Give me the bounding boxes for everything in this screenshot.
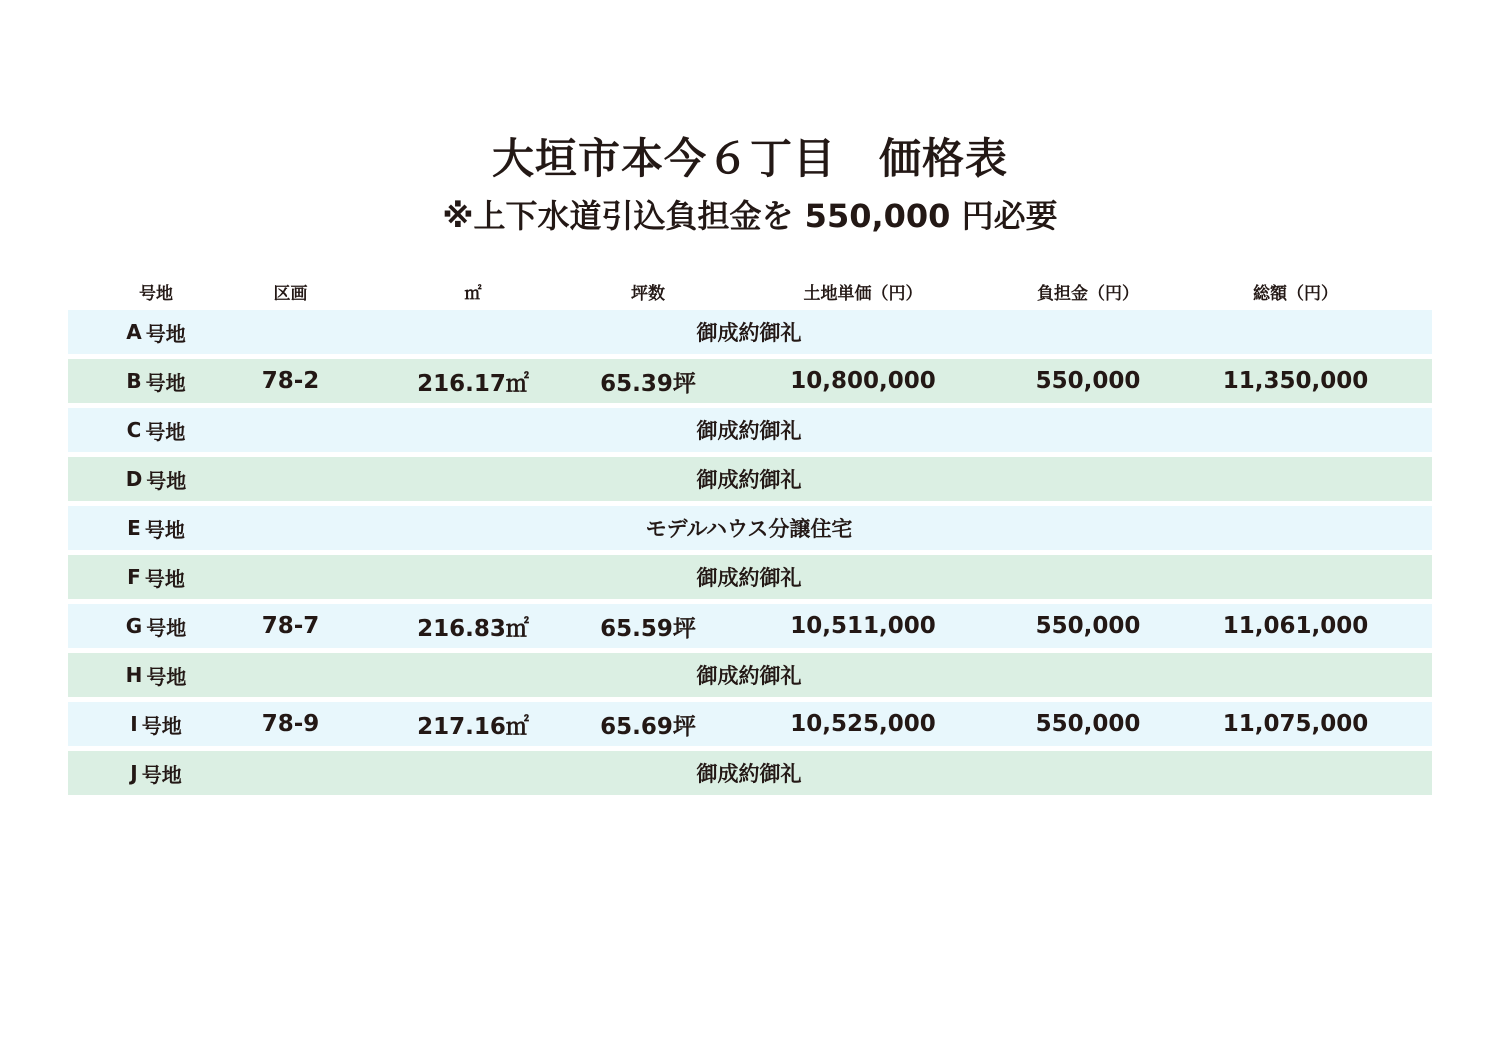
header-land-price: 土地単価（円） bbox=[803, 283, 923, 304]
status-cell: 御成約御礼 bbox=[696, 468, 802, 492]
lot-cell bbox=[98, 408, 214, 452]
header-m2: ㎡ bbox=[464, 283, 482, 304]
status-cell: 御成約御礼 bbox=[696, 321, 802, 345]
lot-cell bbox=[98, 604, 214, 648]
kukaku-cell: 78-7 bbox=[261, 613, 320, 639]
lot-suffix: 号地 bbox=[141, 713, 182, 738]
lot-letter: F bbox=[127, 565, 141, 589]
table-row bbox=[68, 506, 1432, 550]
table-row bbox=[68, 653, 1432, 697]
table-header-row bbox=[68, 272, 1432, 310]
lot-cell bbox=[98, 653, 214, 697]
price-table bbox=[68, 272, 1432, 800]
m2-cell: 216.83㎡ bbox=[417, 615, 529, 642]
land-price-cell: 10,511,000 bbox=[790, 613, 936, 639]
lot-cell bbox=[98, 310, 214, 354]
lot-cell bbox=[98, 751, 214, 795]
m2-cell: 216.17㎡ bbox=[417, 370, 529, 397]
page-subtitle: ※上下水道引込負担金を 550,000 円必要 bbox=[442, 197, 1058, 235]
lot-letter: I bbox=[130, 712, 138, 736]
status-cell: 御成約御礼 bbox=[696, 419, 802, 443]
lot-suffix: 号地 bbox=[146, 468, 187, 493]
table-row bbox=[68, 408, 1432, 452]
lot-letter: E bbox=[127, 516, 141, 540]
table-row bbox=[68, 310, 1432, 354]
futankin-cell: 550,000 bbox=[1035, 711, 1141, 737]
land-price-cell: 10,800,000 bbox=[790, 368, 936, 394]
page-title: 大垣市本今６丁目 価格表 bbox=[491, 134, 1008, 183]
kukaku-cell: 78-2 bbox=[261, 368, 320, 394]
lot-suffix: 号地 bbox=[146, 664, 187, 689]
table-row bbox=[68, 555, 1432, 599]
futankin-cell: 550,000 bbox=[1035, 613, 1141, 639]
lot-suffix: 号地 bbox=[144, 517, 185, 542]
lot-letter: G bbox=[125, 614, 143, 638]
lot-cell bbox=[98, 359, 214, 403]
total-cell: 11,350,000 bbox=[1222, 368, 1369, 394]
table-row bbox=[68, 604, 1432, 648]
land-price-cell: 10,525,000 bbox=[790, 711, 936, 737]
header-tsubo: 坪数 bbox=[631, 283, 665, 304]
lot-letter: D bbox=[125, 467, 143, 491]
lot-suffix: 号地 bbox=[146, 615, 187, 640]
lot-letter: J bbox=[130, 761, 138, 785]
status-cell: 御成約御礼 bbox=[696, 664, 802, 688]
lot-cell bbox=[98, 702, 214, 746]
header-futankin: 負担金（円） bbox=[1037, 283, 1139, 304]
m2-cell: 217.16㎡ bbox=[417, 713, 529, 740]
header-lot: 号地 bbox=[139, 283, 173, 304]
status-cell: モデルハウス分譲住宅 bbox=[645, 517, 853, 541]
lot-letter: H bbox=[125, 663, 143, 687]
tsubo-cell: 65.39坪 bbox=[600, 370, 696, 397]
table-row bbox=[68, 702, 1432, 746]
header-kukaku: 区画 bbox=[273, 283, 308, 304]
lot-cell bbox=[98, 457, 214, 501]
total-cell: 11,061,000 bbox=[1222, 613, 1369, 639]
lot-suffix: 号地 bbox=[145, 321, 186, 346]
tsubo-cell: 65.69坪 bbox=[600, 713, 696, 740]
lot-letter: C bbox=[126, 418, 142, 442]
table-row bbox=[68, 457, 1432, 501]
lot-suffix: 号地 bbox=[145, 370, 186, 395]
kukaku-cell: 78-9 bbox=[261, 711, 320, 737]
lot-suffix: 号地 bbox=[145, 419, 186, 444]
status-cell: 御成約御礼 bbox=[696, 566, 802, 590]
lot-letter: A bbox=[126, 320, 142, 344]
table-row bbox=[68, 751, 1432, 795]
header-total: 総額（円） bbox=[1253, 283, 1338, 304]
lot-letter: B bbox=[126, 369, 142, 393]
table-row bbox=[68, 359, 1432, 403]
lot-suffix: 号地 bbox=[144, 566, 185, 591]
total-cell: 11,075,000 bbox=[1222, 711, 1369, 737]
tsubo-cell: 65.59坪 bbox=[600, 615, 696, 642]
lot-cell bbox=[98, 506, 214, 550]
lot-cell bbox=[98, 555, 214, 599]
futankin-cell: 550,000 bbox=[1035, 368, 1141, 394]
status-cell: 御成約御礼 bbox=[696, 762, 802, 786]
lot-suffix: 号地 bbox=[141, 762, 182, 787]
